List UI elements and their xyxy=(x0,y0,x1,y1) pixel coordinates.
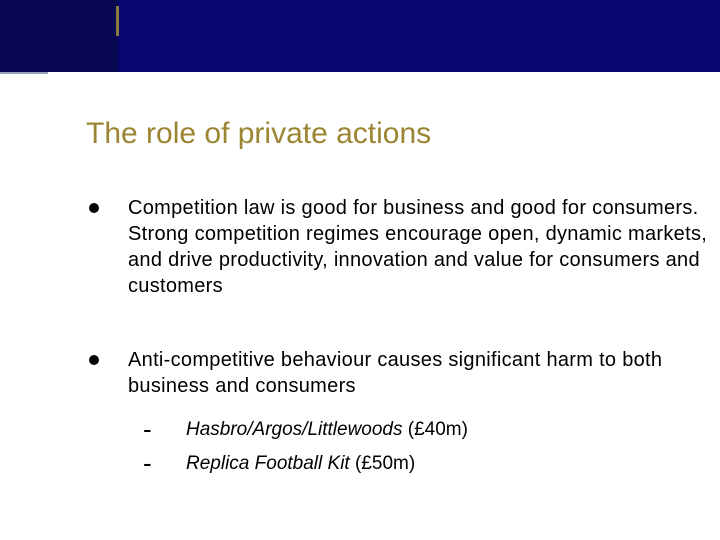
dash-marker: - xyxy=(143,448,152,478)
bullet-item-competition-law xyxy=(86,195,706,330)
sub-item-text xyxy=(186,453,415,475)
sub-item-text xyxy=(186,419,468,441)
bullet-text: Anti-competitive behaviour causes significant harm to both business and consumers xyxy=(128,349,663,397)
header-divider xyxy=(0,72,48,74)
sub-item-replica-kit xyxy=(143,450,643,480)
case-detail: (£40m) xyxy=(402,419,468,440)
header-logo-block xyxy=(0,0,118,72)
slide-title: The role of private actions xyxy=(86,117,432,150)
bullet-icon xyxy=(89,355,99,365)
bullet-item-anti-competitive xyxy=(86,347,706,407)
case-name: Replica Football Kit xyxy=(186,453,350,474)
case-detail: (£50m) xyxy=(349,453,416,474)
dash-marker: - xyxy=(143,414,152,444)
header-accent-mark xyxy=(116,6,119,36)
bullet-text: Competition law is good for business and good for consumers. Strong competition regimes encourage open, dynamic markets, and drive productivity, innovation and value for consumers and customers xyxy=(128,197,708,297)
bullet-icon xyxy=(89,203,99,213)
case-name: Hasbro/Argos/Littlewoods xyxy=(186,419,403,440)
sub-item-hasbro xyxy=(143,416,643,446)
